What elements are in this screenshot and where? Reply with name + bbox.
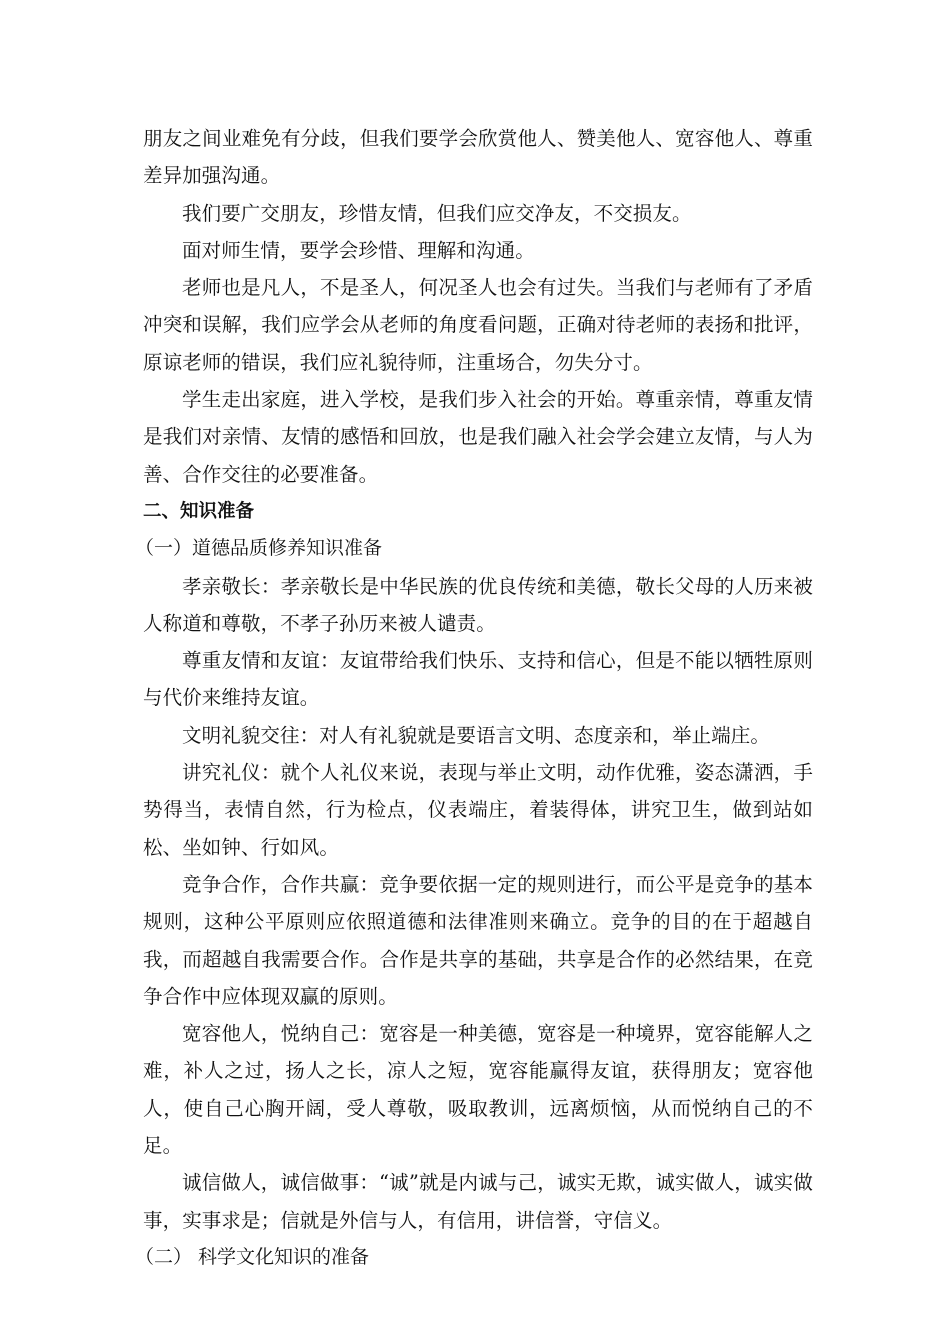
subheading-moral-knowledge: （一）道德品质修养知识准备 <box>135 537 383 560</box>
document-body <box>135 120 813 1276</box>
paragraph-teacher-mistakes: 老师也是凡人，不是圣人，何况圣人也会有过失。当我们与老师有了矛盾冲突和误解，我们应学会从老师的角度看问题，正确对待老师的表扬和批评，原谅老师的错误，我们应礼貌待师，注重场合，勿失分寸。 <box>143 276 813 374</box>
subheading-science-culture: （二） 科学文化知识的准备 <box>135 1245 370 1268</box>
paragraph-friendship: 尊重友情和友谊：友谊带给我们快乐、支持和信心，但是不能以牺牲原则与代价来维持友谊。 <box>143 649 813 710</box>
paragraph-integrity: 诚信做人，诚信做事：“诚”就是内诚与己，诚实无欺，诚实做人，诚实做事，实事求是；信就是外信与人，有信用，讲信誉，守信义。 <box>143 1171 813 1232</box>
paragraph-friend-differences: 朋友之间业难免有分歧，但我们要学会欣赏他人、赞美他人、宽容他人、尊重差异加强沟通。 <box>143 127 813 188</box>
paragraph-etiquette: 讲究礼仪：就个人礼仪来说，表现与举止文明，动作优雅，姿态潇洒，手势得当，表情自然，行为检点，仪表端庄，着装得体，讲究卫生，做到站如松、坐如钟、行如风。 <box>143 761 813 859</box>
paragraph-competition-cooperation: 竞争合作，合作共赢：竞争要依据一定的规则进行，而公平是竞争的基本规则，这种公平原则应依照道德和法律准则来确立。竞争的目的在于超越自我，而超越自我需要合作。合作是共享的基础，共享是合作的必然结果，在竞争合作中应体现双赢的原则。 <box>143 872 813 1008</box>
paragraph-tolerance: 宽容他人，悦纳自己：宽容是一种美德，宽容是一种境界，宽容能解人之难，补人之过，扬人之长，凉人之短，宽容能赢得友谊，获得朋友；宽容他人，使自己心胸开阔，受人尊敬，吸取教训，远离烦恼，从而悦纳自己的不足。 <box>143 1022 813 1158</box>
section-heading-knowledge: 二、知识准备 <box>143 500 255 522</box>
paragraph-filial-piety: 孝亲敬长：孝亲敬长是中华民族的优良传统和美德，敬长父母的人历来被人称道和尊敬，不孝子孙历来被人谴责。 <box>143 574 813 635</box>
paragraph-make-friends: 我们要广交朋友，珍惜友情，但我们应交净友，不交损友。 <box>182 201 692 225</box>
paragraph-teacher-student: 面对师生情，要学会珍惜、理解和沟通。 <box>182 238 535 262</box>
paragraph-politeness: 文明礼貌交往：对人有礼貌就是要语言文明、态度亲和，举止端庄。 <box>182 723 771 747</box>
paragraph-enter-society: 学生走出家庭，进入学校，是我们步入社会的开始。尊重亲情，尊重友情是我们对亲情、友情的感悟和回放，也是我们融入社会学会建立友情，与人为善、合作交往的必要准备。 <box>143 388 813 486</box>
